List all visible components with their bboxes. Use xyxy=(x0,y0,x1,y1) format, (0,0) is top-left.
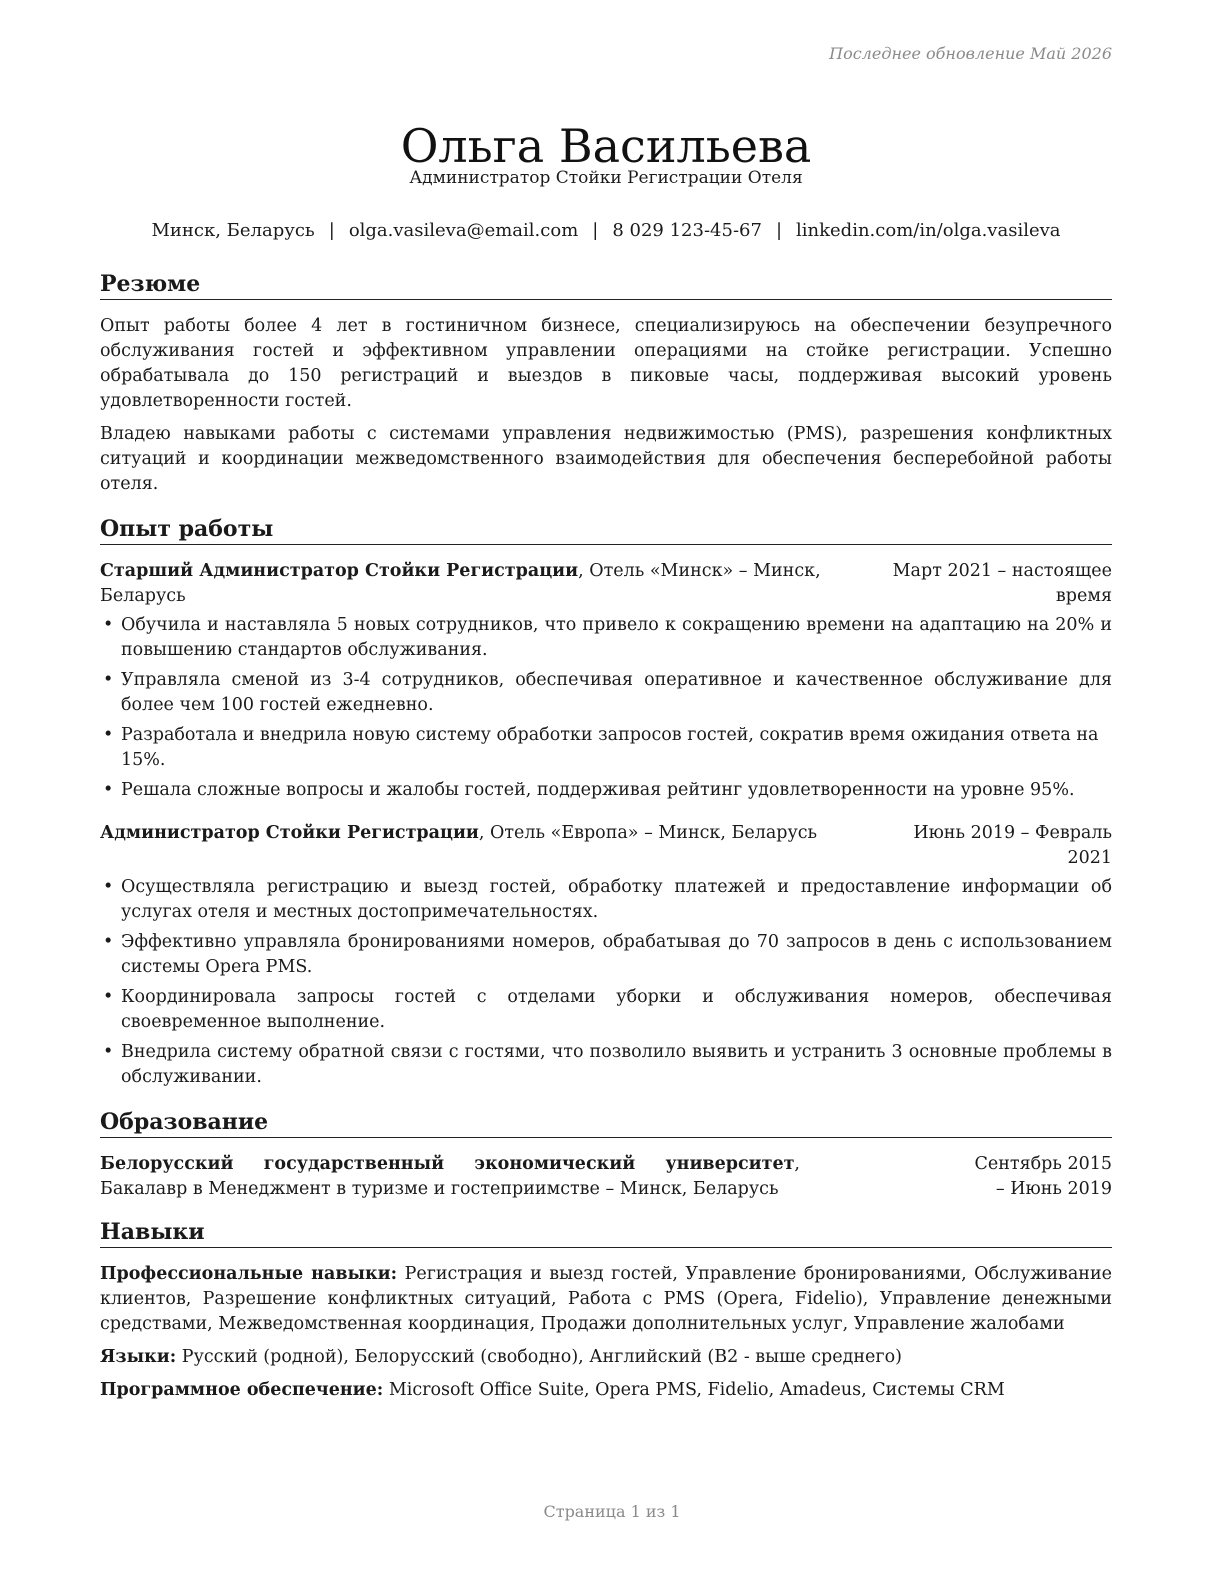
skill-label: Языки: xyxy=(100,1347,177,1367)
job-role: Администратор Стойки Регистрации xyxy=(100,823,479,843)
skill-line xyxy=(100,1345,1112,1370)
summary-section xyxy=(100,270,1112,497)
section-heading-education: Образование xyxy=(100,1108,1112,1138)
job-place: , Отель «Европа» – Минск, Беларусь xyxy=(478,823,818,843)
candidate-name: Ольга Васильева xyxy=(400,118,812,173)
skill-value: Microsoft Office Suite, Opera PMS, Fidelio, Amadeus, Системы CRM xyxy=(383,1380,1005,1400)
education-entry xyxy=(100,1152,1112,1202)
skill-line xyxy=(100,1378,1112,1403)
contact-location: Минск, Беларусь xyxy=(151,220,315,241)
resume-content xyxy=(100,270,1112,1411)
list-item: • Осуществляла регистрацию и выезд гостей, обработку платежей и предоставление информации об услугах отеля и местных достопримечательностях. xyxy=(100,875,1112,925)
job-dates: Июнь 2019 – Февраль 2021 xyxy=(913,823,1112,868)
education-dates: Сентябрь 2015 – Июнь 2019 xyxy=(974,1154,1112,1199)
contact-separator: | xyxy=(775,220,783,241)
skill-value: Регистрация и выезд гостей, Управление бронированиями, Обслуживание клиентов, Разрешение конфликтных ситуаций, Работа с PMS (Opera, Fidelio), Управление денежными средствами, Межведомственная координация, Продажи дополнительных услуг, Управление жалобами xyxy=(100,1264,1112,1334)
section-heading-summary: Резюме xyxy=(100,270,1112,300)
candidate-title: Администратор Стойки Регистрации Отеля xyxy=(409,168,803,188)
contact-separator: | xyxy=(592,220,599,241)
education-school: Белорусский государственный экономический университет xyxy=(100,1154,795,1174)
skills-section xyxy=(100,1218,1112,1403)
skill-label: Программное обеспечение: xyxy=(100,1380,384,1400)
list-item: • Решала сложные вопросы и жалобы гостей, поддерживая рейтинг удовлетворенности на уровне 95%. xyxy=(100,778,1112,803)
job-bullets xyxy=(100,875,1112,1090)
section-heading-experience: Опыт работы xyxy=(100,515,1112,545)
skill-line xyxy=(100,1262,1112,1337)
job-header xyxy=(100,559,1112,609)
summary-paragraph: Опыт работы более 4 лет в гостиничном бизнесе, специализируюсь на обеспечении безупречного обслуживания гостей и эффективном управлении операциями на стойке регистрации. Успешно обрабатывала до 150 регистраций и выездов в пиковые часы, поддерживая высокий уровень удовлетворенности гостей. xyxy=(100,316,1112,411)
page-number: Страница 1 из 1 xyxy=(543,1502,681,1521)
contact-separator: | xyxy=(328,220,335,241)
contact-linkedin[interactable]: linkedin.com/in/olga.vasileva xyxy=(796,220,1061,241)
skill-label: Профессиональные навыки: xyxy=(100,1264,398,1284)
education-section xyxy=(100,1108,1112,1202)
contact-phone[interactable]: 8 029 123-45-67 xyxy=(612,220,762,241)
section-heading-skills: Навыки xyxy=(100,1218,1112,1248)
experience-section xyxy=(100,515,1112,1090)
summary-paragraph: Владею навыками работы с системами управления недвижимостью (PMS), разрешения конфликтных ситуаций и координации межведомственного взаимодействия для обеспечения бесперебойной работы отеля. xyxy=(100,424,1112,494)
list-item: • Эффективно управляла бронированиями номеров, обрабатывая до 70 запросов в день с использованием системы Opera PMS. xyxy=(100,930,1112,980)
contact-email[interactable]: olga.vasileva@email.com xyxy=(348,220,579,241)
last-updated: Последнее обновление Май 2026 xyxy=(829,44,1112,63)
job-dates: Март 2021 – настоящее время xyxy=(892,561,1112,606)
job-header xyxy=(100,821,1112,871)
job-place: , Отель «Минск» – Минск, Беларусь xyxy=(100,561,821,606)
list-item: • Внедрила систему обратной связи с гостями, что позволило выявить и устранить 3 основные проблемы в обслуживании. xyxy=(100,1040,1112,1090)
education-degree: , Бакалавр в Менеджмент в туризме и гостеприимстве – Минск, Беларусь xyxy=(100,1154,800,1199)
job-bullets xyxy=(100,613,1112,803)
list-item: • Координировала запросы гостей с отделами уборки и обслуживания номеров, обеспечивая своевременное выполнение. xyxy=(100,985,1112,1035)
job-role: Старший Администратор Стойки Регистрации xyxy=(100,561,579,581)
list-item: • Управляла сменой из 3-4 сотрудников, обеспечивая оперативное и качественное обслуживание для более чем 100 гостей ежедневно. xyxy=(100,668,1112,718)
list-item: • Обучила и наставляла 5 новых сотрудников, что привело к сокращению времени на адаптацию на 20% и повышению стандартов обслуживания. xyxy=(100,613,1112,663)
list-item: • Разработала и внедрила новую систему обработки запросов гостей, сократив время ожидания ответа на 15%. xyxy=(100,723,1112,773)
skill-value: Русский (родной), Белорусский (свободно), Английский (B2 - выше среднего) xyxy=(176,1347,902,1367)
contact-line xyxy=(100,220,1112,241)
